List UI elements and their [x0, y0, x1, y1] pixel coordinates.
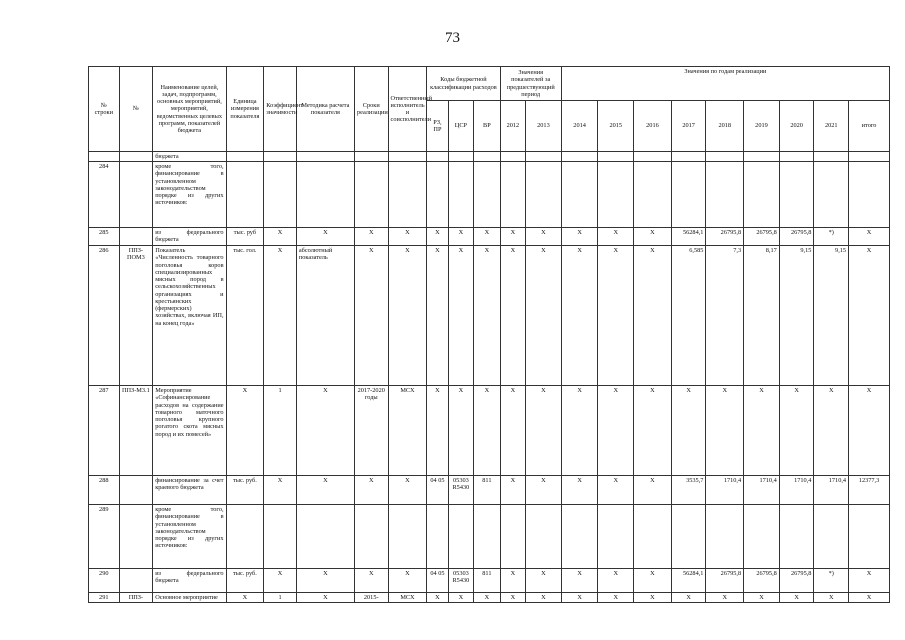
header-total: итого — [849, 101, 890, 152]
table-cell: X — [598, 569, 634, 593]
table-cell: X — [634, 593, 672, 603]
table-cell — [634, 152, 672, 162]
table-cell: тыс. гол. — [226, 246, 264, 386]
table-cell: X — [474, 593, 501, 603]
table-cell — [474, 162, 501, 228]
header-num: № — [119, 67, 153, 152]
table-cell: 04 05 — [427, 476, 448, 505]
table-cell: из федерального бюджета — [153, 569, 226, 593]
table-cell — [448, 505, 473, 569]
table-cell: 1 — [264, 593, 297, 603]
table-cell: X — [744, 593, 780, 603]
header-year: 2014 — [561, 101, 598, 152]
table-cell: 290 — [89, 569, 120, 593]
table-cell — [744, 152, 780, 162]
table-cell — [598, 505, 634, 569]
table-cell — [296, 505, 354, 569]
table-cell — [561, 162, 598, 228]
table-cell: X — [500, 246, 525, 386]
table-cell — [814, 152, 849, 162]
table-cell: Показатель «Численность товарного поголовья коров специализированных мясных пород в сельскохозяйственных организациях и крестьянских (фермерских) хозяйствах, включая ИП, на конец года» — [153, 246, 226, 386]
table-cell: 1710,4 — [814, 476, 849, 505]
table-cell — [779, 162, 814, 228]
table-cell — [427, 152, 448, 162]
table-cell: 26795,8 — [779, 569, 814, 593]
table-cell: X — [296, 228, 354, 246]
table-cell — [89, 152, 120, 162]
table-cell — [814, 162, 849, 228]
indicators-table — [88, 66, 890, 603]
table-row — [89, 593, 890, 603]
table-cell: 2015- — [354, 593, 388, 603]
table-cell: X — [561, 476, 598, 505]
header-name: Наименование целей, задач, подпрограмм, основных мероприятий, мероприятий, ведомственных целевых программ, показателей бюджета — [153, 67, 226, 152]
header-year: 2012 — [500, 101, 525, 152]
table-cell — [296, 152, 354, 162]
table-cell: X — [354, 569, 388, 593]
table-cell — [296, 162, 354, 228]
table-cell — [526, 152, 562, 162]
table-cell — [561, 505, 598, 569]
table-cell: X — [264, 569, 297, 593]
table-cell: 26795,8 — [779, 228, 814, 246]
header-responsible: Ответственный исполнитель и соисполнители — [388, 67, 427, 152]
table-cell — [119, 569, 153, 593]
table-cell: X — [296, 386, 354, 476]
table-cell: X — [264, 246, 297, 386]
table-cell — [226, 505, 264, 569]
table-row — [89, 246, 890, 386]
table-cell — [706, 505, 744, 569]
table-cell: ППЗ- — [119, 593, 153, 603]
table-cell: X — [500, 228, 525, 246]
table-cell: 1710,4 — [779, 476, 814, 505]
table-cell: 26795,8 — [706, 228, 744, 246]
table-cell: 26795,8 — [744, 569, 780, 593]
table-cell: 811 — [474, 476, 501, 505]
table-cell: бюджета — [153, 152, 226, 162]
table-cell: 26795,8 — [744, 228, 780, 246]
table-cell: 284 — [89, 162, 120, 228]
table-cell: X — [388, 476, 427, 505]
table-cell — [354, 505, 388, 569]
table-cell: X — [474, 246, 501, 386]
table-cell: X — [296, 593, 354, 603]
header-rz: РЗ, ПР — [427, 101, 448, 152]
header-row-no: № строки — [89, 67, 120, 152]
table-cell: из федерального бюджета — [153, 228, 226, 246]
table-cell — [474, 152, 501, 162]
table-cell: 05303 R5430 — [448, 569, 473, 593]
table-cell: 285 — [89, 228, 120, 246]
table-cell — [354, 162, 388, 228]
table-cell: X — [598, 228, 634, 246]
table-cell: *) — [814, 569, 849, 593]
table-cell: 2017-2020 годы — [354, 386, 388, 476]
table-cell: 1710,4 — [744, 476, 780, 505]
header-year: 2021 — [814, 101, 849, 152]
table-cell: X — [226, 593, 264, 603]
table-cell: X — [744, 386, 780, 476]
header-unit: Единица измерения показателя — [226, 67, 264, 152]
table-cell: X — [634, 386, 672, 476]
table-cell — [448, 162, 473, 228]
table-cell — [598, 162, 634, 228]
table-cell: 05303 R5430 — [448, 476, 473, 505]
table-cell: X — [849, 569, 890, 593]
table-cell: X — [779, 386, 814, 476]
table-cell: X — [448, 593, 473, 603]
table-cell — [526, 505, 562, 569]
table-cell — [500, 152, 525, 162]
table-cell: X — [474, 228, 501, 246]
table-cell: X — [226, 386, 264, 476]
table-cell — [354, 152, 388, 162]
table-cell: 9,15 — [779, 246, 814, 386]
table-cell: 8,17 — [744, 246, 780, 386]
table-cell: X — [448, 386, 473, 476]
table-cell: X — [354, 476, 388, 505]
header-years-group: Значения по годам реализации — [561, 67, 889, 101]
header-year: 2019 — [744, 101, 780, 152]
table-cell: X — [561, 386, 598, 476]
table-cell: X — [671, 386, 706, 476]
table-cell: кроме того, финансирование в установленном законодательством порядке из других источников: — [153, 162, 226, 228]
table-cell — [671, 505, 706, 569]
header-terms: Сроки реализации — [354, 67, 388, 152]
table-cell: 1710,4 — [706, 476, 744, 505]
table-row — [89, 476, 890, 505]
table-cell: X — [427, 386, 448, 476]
table-cell: 04 05 — [427, 569, 448, 593]
table-cell — [706, 152, 744, 162]
table-cell: X — [264, 476, 297, 505]
table-cell — [119, 152, 153, 162]
table-cell: X — [296, 476, 354, 505]
table-row — [89, 228, 890, 246]
table-cell: X — [634, 476, 672, 505]
table-cell: X — [779, 593, 814, 603]
page-number: 73 — [445, 30, 460, 46]
table-cell — [264, 505, 297, 569]
header-vr: ВР — [474, 101, 501, 152]
table-cell — [779, 505, 814, 569]
table-cell: X — [561, 246, 598, 386]
table-cell — [526, 162, 562, 228]
table-cell: 9,15 — [814, 246, 849, 386]
table-cell: 3535,7 — [671, 476, 706, 505]
table-cell — [671, 162, 706, 228]
table-cell — [119, 162, 153, 228]
table-cell: X — [849, 386, 890, 476]
table-cell: Основное мероприятие — [153, 593, 226, 603]
table-row — [89, 569, 890, 593]
header-coef: Коэффициент значимости — [264, 67, 297, 152]
header-method: Методика расчета показателя — [296, 67, 354, 152]
table-cell: 56284,1 — [671, 569, 706, 593]
table-cell: X — [427, 246, 448, 386]
table-cell — [561, 152, 598, 162]
table-cell: X — [427, 593, 448, 603]
header-year: 2013 — [526, 101, 562, 152]
table-cell — [119, 228, 153, 246]
table-cell: X — [500, 476, 525, 505]
table-cell: X — [474, 386, 501, 476]
table-cell: X — [526, 386, 562, 476]
table-cell — [744, 162, 780, 228]
table-cell: МСХ — [388, 386, 427, 476]
table-cell: *) — [814, 228, 849, 246]
table-cell: X — [296, 569, 354, 593]
header-codes-group: Коды бюджетной классификации расходов — [427, 67, 500, 101]
table-cell: X — [264, 228, 297, 246]
table-cell — [474, 505, 501, 569]
table-cell: X — [634, 246, 672, 386]
table-cell: X — [388, 228, 427, 246]
table-cell: 56284,1 — [671, 228, 706, 246]
table-cell — [388, 162, 427, 228]
header-year: 2018 — [706, 101, 744, 152]
table-cell: X — [427, 228, 448, 246]
table-cell: тыс. руб — [226, 228, 264, 246]
table-cell: 811 — [474, 569, 501, 593]
table-cell — [119, 505, 153, 569]
table-cell: 287 — [89, 386, 120, 476]
table-cell — [706, 162, 744, 228]
table-cell: X — [598, 386, 634, 476]
table-cell: абсолютный показатель — [296, 246, 354, 386]
table-cell — [448, 152, 473, 162]
table-cell — [598, 152, 634, 162]
table-row — [89, 162, 890, 228]
table-cell: X — [671, 593, 706, 603]
table-cell: X — [634, 228, 672, 246]
table-cell — [634, 162, 672, 228]
table-cell: 1 — [264, 386, 297, 476]
table-cell: X — [814, 593, 849, 603]
table-cell: X — [561, 569, 598, 593]
table-cell: X — [526, 593, 562, 603]
table-cell — [427, 162, 448, 228]
table-cell: X — [598, 593, 634, 603]
table-cell: 6,585 — [671, 246, 706, 386]
table-cell — [264, 162, 297, 228]
table-cell: X — [388, 246, 427, 386]
table-cell — [226, 152, 264, 162]
table-cell — [849, 162, 890, 228]
header-year: 2017 — [671, 101, 706, 152]
table-cell: X — [388, 569, 427, 593]
table-cell: X — [849, 593, 890, 603]
table-cell — [849, 505, 890, 569]
table-cell: X — [849, 246, 890, 386]
table-cell: кроме того, финансирование в установленном законодательством порядке из других источников: — [153, 505, 226, 569]
table-cell: X — [561, 228, 598, 246]
table-cell — [814, 505, 849, 569]
table-cell: X — [706, 386, 744, 476]
table-cell: X — [448, 228, 473, 246]
table-cell — [500, 162, 525, 228]
table-cell: финансирование за счет краевого бюджета — [153, 476, 226, 505]
table-cell: X — [634, 569, 672, 593]
table-cell: ППЗ-М3.1 — [119, 386, 153, 476]
header-year: 2016 — [634, 101, 672, 152]
table-cell: X — [849, 228, 890, 246]
table-row — [89, 386, 890, 476]
header-csr: ЦСР — [448, 101, 473, 152]
table-cell: X — [354, 228, 388, 246]
table-cell — [500, 505, 525, 569]
table-cell: 291 — [89, 593, 120, 603]
table-cell: X — [500, 593, 525, 603]
table-cell: ППЗ-ПОМ3 — [119, 246, 153, 386]
header-prev-group: Значения показателей за предшествующий период — [500, 67, 561, 101]
table-cell: 286 — [89, 246, 120, 386]
table-cell — [226, 162, 264, 228]
table-cell: 289 — [89, 505, 120, 569]
table-cell: X — [706, 593, 744, 603]
table-cell: X — [598, 476, 634, 505]
table-cell — [427, 505, 448, 569]
table-cell: X — [526, 228, 562, 246]
table-cell: 7,3 — [706, 246, 744, 386]
table-cell: X — [448, 246, 473, 386]
table-cell: X — [354, 246, 388, 386]
table-cell: X — [526, 476, 562, 505]
table-cell: 288 — [89, 476, 120, 505]
table-cell: 26795,8 — [706, 569, 744, 593]
header-row-1 — [89, 67, 890, 101]
table-row — [89, 152, 890, 162]
table-cell — [744, 505, 780, 569]
header-year: 2020 — [779, 101, 814, 152]
table-cell: Мероприятие «Софинансирование расходов на содержание товарного маточного поголовья крупного рогатого скота мясных пород и их помесей» — [153, 386, 226, 476]
table-cell — [671, 152, 706, 162]
table-cell: X — [814, 386, 849, 476]
table-cell: X — [561, 593, 598, 603]
table-row — [89, 505, 890, 569]
table-cell — [264, 152, 297, 162]
table-cell — [388, 152, 427, 162]
table-cell: X — [526, 569, 562, 593]
table-cell — [388, 505, 427, 569]
table-cell: тыс. руб. — [226, 476, 264, 505]
table-cell — [119, 476, 153, 505]
table-cell: X — [500, 569, 525, 593]
table-cell: тыс. руб. — [226, 569, 264, 593]
header-year: 2015 — [598, 101, 634, 152]
table-cell — [849, 152, 890, 162]
table-cell: X — [598, 246, 634, 386]
table-cell — [779, 152, 814, 162]
table-cell: МСХ — [388, 593, 427, 603]
table-cell: X — [500, 386, 525, 476]
table-cell — [634, 505, 672, 569]
table-cell: X — [526, 246, 562, 386]
table-cell: 12377,3 — [849, 476, 890, 505]
